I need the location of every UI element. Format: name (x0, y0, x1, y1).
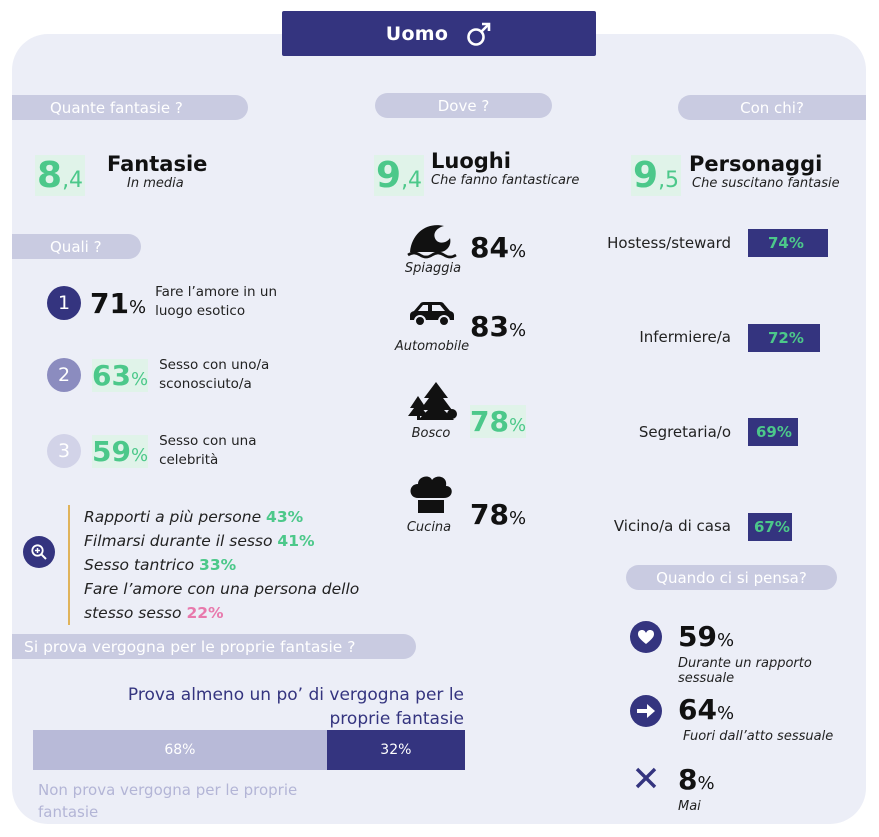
character-bar: 67% (748, 513, 792, 541)
other-fantasy-item: Rapporti a più persone 43% (84, 508, 304, 526)
no-shame-segment: 68% (33, 730, 327, 770)
character-bar: 69% (748, 418, 798, 446)
shame-segment: 32% (327, 730, 465, 770)
place-pct: 83% (470, 310, 527, 343)
chef-hat-icon (404, 474, 456, 516)
cross-icon (632, 764, 660, 792)
character-label: Segretaria/o (638, 423, 731, 441)
heart-icon (630, 621, 662, 653)
pill-dove: Dove ? (375, 93, 552, 118)
fantasy-pct: 71% (90, 286, 147, 320)
place-pct: 78% (470, 405, 527, 438)
fantasie-stat: Fantasie In media (107, 152, 208, 191)
header-banner (282, 11, 596, 56)
when-during: 59% Durante un rapporto sessuale (678, 620, 812, 686)
car-icon (406, 300, 458, 330)
fantasie-number: 8,4 (37, 155, 84, 196)
character-bar: 74% (748, 229, 828, 257)
rank-badge: 3 (47, 434, 81, 468)
place-spiaggia: Spiaggia (388, 218, 458, 264)
character-label: Hostess/steward (607, 234, 731, 252)
header-title: Uomo (385, 22, 449, 45)
pill-quante: Quante fantasie ? (12, 95, 248, 120)
other-fantasies-list (68, 505, 359, 625)
trees-icon (406, 380, 458, 422)
luoghi-stat: Luoghi Che fanno fantasticare (431, 149, 580, 188)
male-symbol-icon (466, 21, 492, 47)
place-cucina: Cucina (388, 474, 456, 520)
personaggi-number: 9,5 (633, 155, 680, 196)
pill-vergogna: Si prova vergogna per le proprie fantasie ? (12, 634, 416, 659)
character-label: Infermiere/a (639, 328, 731, 346)
shame-question: Prova almeno un po’ di vergogna per le proprie fantasie (127, 685, 464, 729)
no-shame-label: Non prova vergogna per le proprie fantasie (38, 781, 298, 821)
rank-badge: 1 (47, 286, 81, 320)
place-automobile: Automobile (388, 300, 458, 334)
arrow-right-icon (630, 695, 662, 727)
character-bar: 72% (748, 324, 820, 352)
pill-quali: Quali ? (12, 234, 141, 259)
other-fantasy-item: Fare l’amore con una persona dello (84, 580, 360, 598)
rank-badge: 2 (47, 358, 81, 392)
place-bosco: Bosco (388, 380, 458, 426)
fantasy-pct: 59% (92, 434, 149, 468)
character-label: Vicino/a di casa (613, 517, 731, 535)
other-fantasy-item: Sesso tantrico 33% (84, 556, 237, 574)
shame-bar (33, 730, 465, 770)
when-outside: 64% Fuori dall’atto sessuale (678, 693, 834, 744)
personaggi-stat: Personaggi Che suscitano fantasie (689, 152, 840, 191)
pill-quando: Quando ci si pensa? (626, 565, 837, 590)
place-pct: 78% (470, 498, 527, 531)
when-never: 8% Mai (678, 763, 715, 814)
wave-icon (406, 218, 458, 260)
fantasy-rank-3: 3 59% Sesso con una celebrità (47, 432, 257, 470)
fantasy-rank-1: 1 71% Fare l’amore in un luogo esotico (47, 285, 277, 321)
zoom-in-icon[interactable] (23, 536, 55, 568)
pill-con-chi: Con chi? (678, 95, 866, 120)
other-fantasy-item: Filmarsi durante il sesso 41% (84, 532, 315, 550)
fantasy-pct: 63% (92, 358, 149, 392)
other-fantasy-item: stesso sesso 22% (84, 604, 224, 622)
place-pct: 84% (470, 231, 527, 264)
luoghi-number: 9,4 (376, 155, 423, 196)
fantasy-rank-2: 2 63% Sesso con uno/a sconosciuto/a (47, 356, 269, 394)
